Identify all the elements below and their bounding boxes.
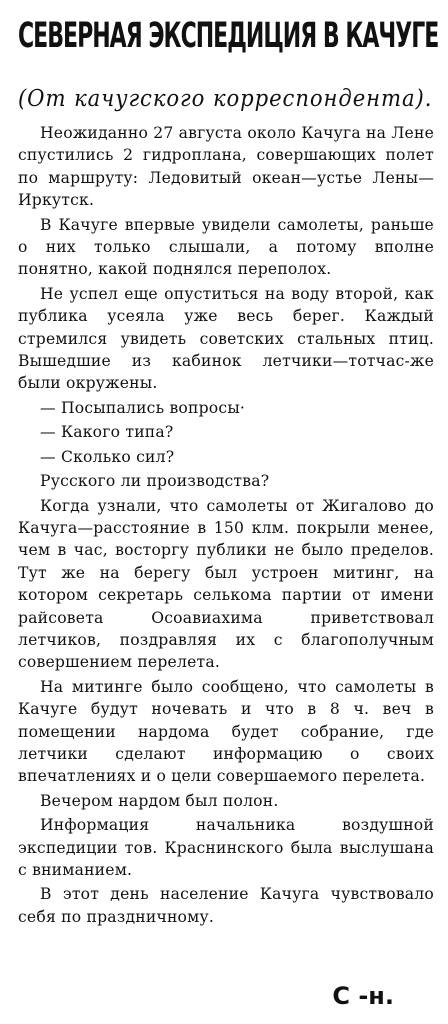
paragraph: Не успел еще опуститься на воду второй, как публика усеяла уже весь берег. Каждый стремился увидеть советских стальных птиц. Вышедшие из кабинок летчики—тотчас-же были окружены.	[18, 284, 434, 393]
paragraph: На митинге было сообщено, что самолеты в Качуге будут ночевать и что в 8 ч. веч в помещении нардома будет собрание, где летчики сделают информацию о своих впечатлениях и о цели совершаемого перелета.	[18, 677, 434, 786]
paragraph: Неожиданно 27 августа около Качуга на Лене спустились 2 гидроплана, совершающих полет по маршруту: Ледовитый океан—устье Лены—Иркутск.	[18, 124, 434, 210]
author-signature: С -н.	[332, 982, 394, 1010]
article-body	[18, 122, 434, 928]
headline: СЕВЕРНАЯ ЭКСПЕДИЦИЯ В КАЧУГЕ	[18, 16, 439, 56]
paragraph: В этот день население Качуга чувствовало себя по праздничному.	[18, 885, 434, 926]
byline: (От качугского корреспондента).	[18, 86, 433, 112]
paragraph: — Сколько сил?	[40, 447, 175, 466]
paragraph: Информация начальника воздушной экспедиции тов. Краснинского была выслушана с вниманием.	[18, 816, 434, 879]
paragraph: Русского ли производства?	[40, 472, 270, 491]
paragraph: — Посыпались вопросы·	[40, 398, 246, 417]
paragraph: Вечером нардом был полон.	[40, 791, 279, 810]
paragraph: — Какого типа?	[40, 423, 174, 442]
paragraph: В Качуге впервые увидели самолеты, раньше о них только слышали, а потому вполне понятно, какой поднялся переполох.	[18, 215, 434, 279]
paragraph: Когда узнали, что самолеты от Жигалово до Качуга—расстояние в 150 клм. покрыли менее, чем в час, восторгу публики не было пределов. Тут же на берегу был устроен митинг, на котором секретарь селькома партии от имени райсовета Осоавиахима приветствовал летчиков, поздравляя их с благополучным совершением перелета.	[18, 496, 434, 672]
